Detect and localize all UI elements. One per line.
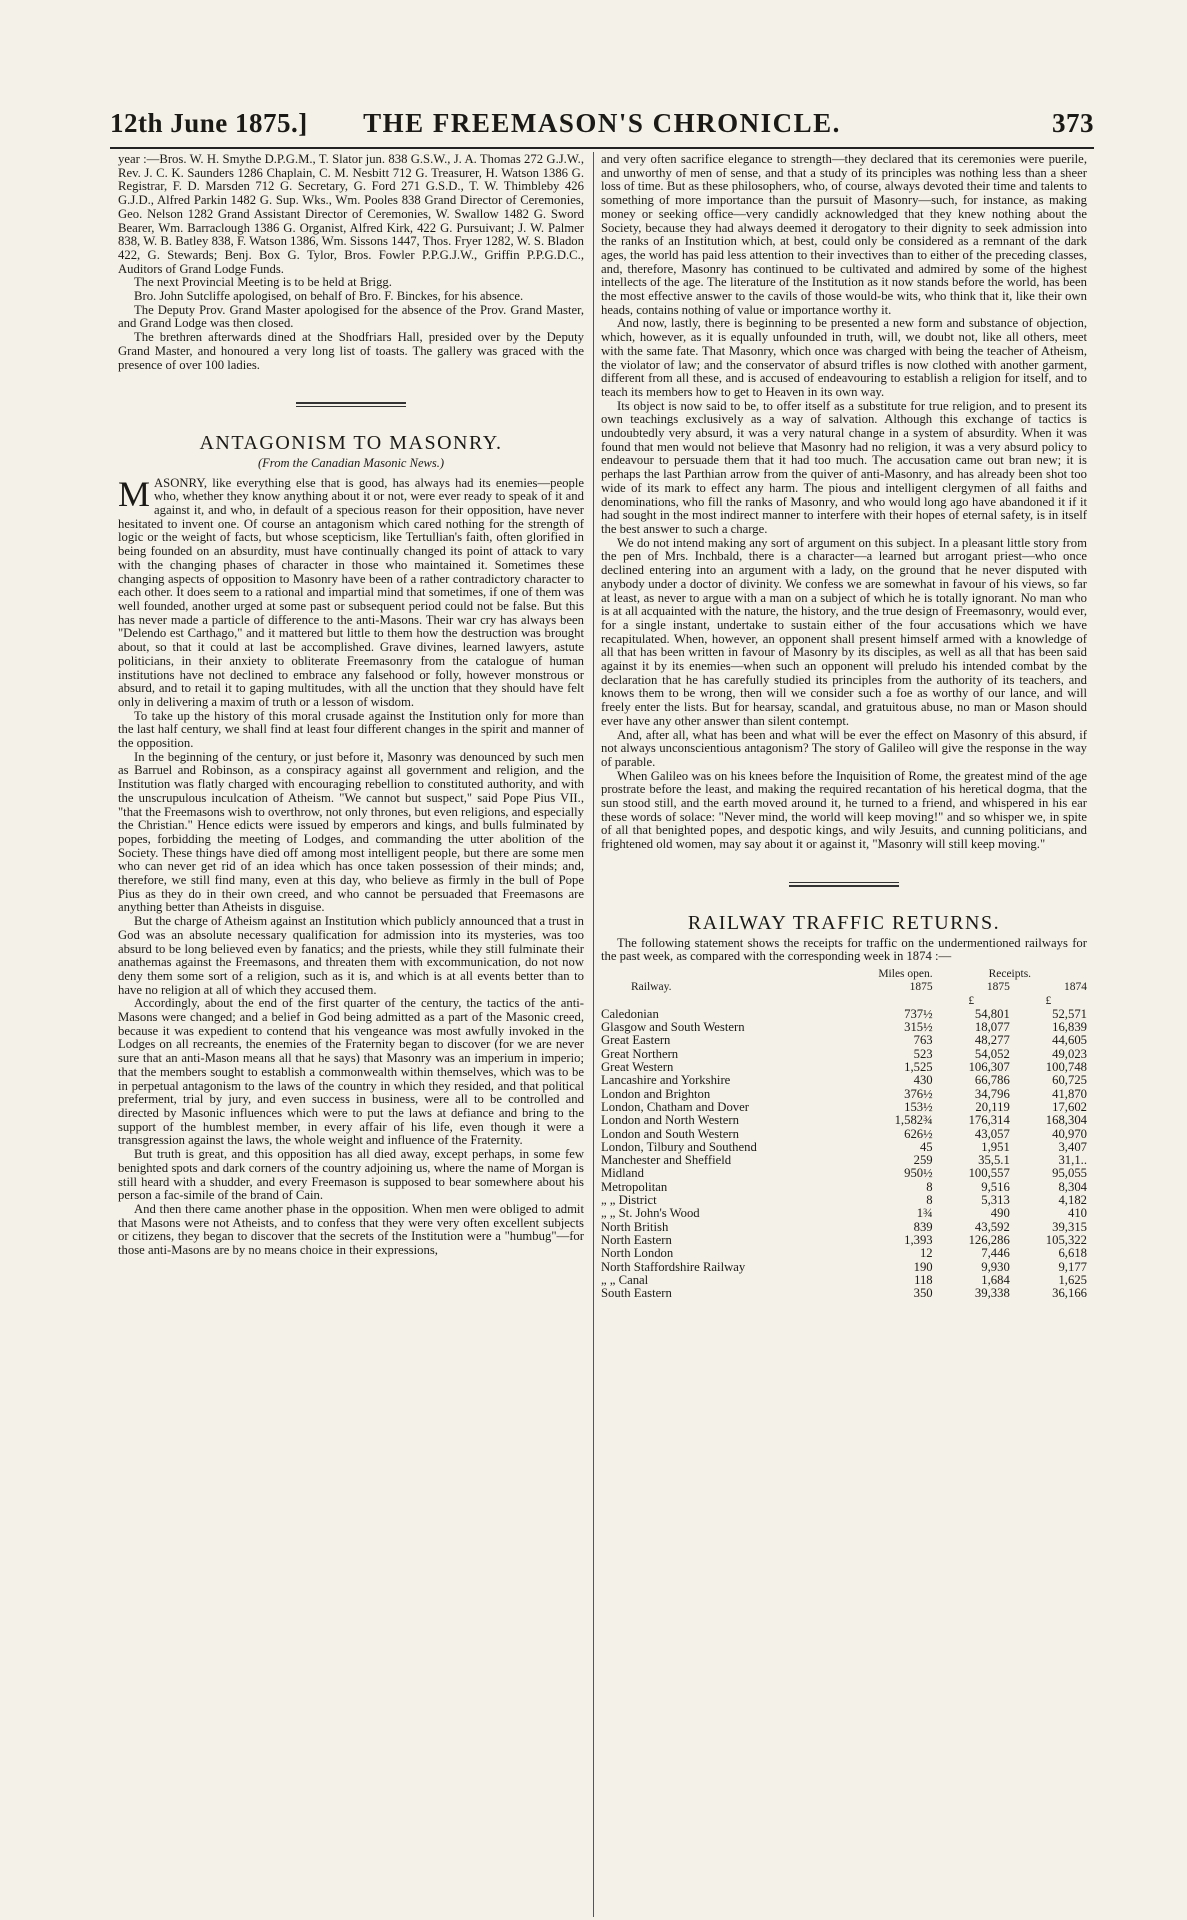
currency-symbol: £ bbox=[1045, 994, 1052, 1007]
receipts-1875: 35,5.1 bbox=[978, 1153, 1010, 1168]
table-row bbox=[601, 1061, 1087, 1074]
receipts-1874: 3,407 bbox=[1058, 1139, 1087, 1154]
header-rule bbox=[110, 147, 1094, 149]
column-divider bbox=[593, 152, 594, 1917]
article-paragraph: and very often sacrifice elegance to strength—they declared that its ceremonies were puerile, and unworthy of men of sense, and that a study of its principles was nothing less than a sheer loss of time. But as these philosophers, who, of course, always devoted their time and talents to something of more importance than the pursuit of Masonry—such, for instance, as making money or seeking office—very candidly acknowledged that they knew nothing about the Society, because they had always deemed it derogatory to their dignity to seek admission into the ranks of an Institution which, at best, could only be considered as a remnant of the dark ages, the world has paid less attention to their invectives than to either of the preceding classes, and, therefore, Masonry has continued to be cultivated and admired by some of the highest intellects of the age. The literature of the Institution as it now stands before the world, has been the most effective answer to the cavils of those would-be wits, who think that it, like their own heads, contains nothing of value or importance worthy it. bbox=[601, 153, 1087, 317]
miles-open: 8 bbox=[926, 1193, 933, 1208]
railway-name: Midland bbox=[601, 1166, 644, 1181]
receipts-1874: 41,870 bbox=[1052, 1086, 1087, 1101]
receipts-1874: 9,177 bbox=[1058, 1259, 1087, 1274]
railway-name: Great Eastern bbox=[601, 1033, 671, 1048]
lodge-report-paragraph: The brethren afterwards dined at the Shodfriars Hall, presided over by the Deputy Grand Master, and honoured a very long list of toasts. The gallery was graced with the presence of over 100 ladies. bbox=[118, 330, 584, 372]
railway-name: London and South Western bbox=[601, 1126, 739, 1141]
table-row bbox=[601, 1247, 1087, 1260]
railway-name: South Eastern bbox=[601, 1286, 672, 1301]
receipts-1875: 1,684 bbox=[981, 1272, 1010, 1287]
receipts-1874: 40,970 bbox=[1052, 1126, 1087, 1141]
railway-name: Metropolitan bbox=[601, 1179, 668, 1194]
table-row bbox=[601, 1074, 1087, 1087]
receipts-1874: 105,322 bbox=[1045, 1232, 1087, 1247]
receipts-1875: 490 bbox=[990, 1206, 1010, 1221]
article-paragraph: And then there came another phase in the opposition. When men were obliged to admit that Masons were not Atheists, and to confess that they were very often excellent subjects or citizens, they began to discover that the secrets of the Institution were a "humbug"—for those anti-Masons are by no means choice in their expressions, bbox=[118, 1201, 584, 1258]
miles-open: 839 bbox=[913, 1219, 933, 1234]
receipts-1875: 5,313 bbox=[981, 1193, 1010, 1208]
miles-open: 190 bbox=[913, 1259, 933, 1274]
year-1874-header: 1874 bbox=[1064, 981, 1087, 994]
railway-name: Caledonian bbox=[601, 1006, 659, 1021]
receipts-1875: 18,077 bbox=[974, 1020, 1010, 1035]
miles-open: 737½ bbox=[904, 1006, 933, 1021]
left-column bbox=[118, 153, 584, 1915]
railway-name: Lancashire and Yorkshire bbox=[601, 1073, 731, 1088]
table-row bbox=[601, 1141, 1087, 1154]
miles-open: 950½ bbox=[904, 1166, 933, 1181]
receipts-1875: 9,516 bbox=[981, 1179, 1010, 1194]
article-paragraph: Accordingly, about the end of the first quarter of the century, the tactics of the anti-Masons were changed; and a belief in God being admitted as a part of the Masonic creed, because it was expedient to contend that his vengeance was most awfully invoked in the Lodges on all recreants, the enemies of the Fraternity began to discover (for we are never sure that an anti-Mason means all that he says) that Masonry was an imperium in imperio; that the members sought to establish a commonwealth within themselves, which was to be in perpetual antagonism to the laws of the country in which they resided, and that political preferment, trial by jury, and even success in business, were all to be controlled and directed by Masonic influences which were to put the laws at defiance and bring to the support of the humblest member, in every affair of his life, even though it were a transgression against the laws, the whole weight and influence of the Fraternity. bbox=[118, 996, 584, 1148]
right-column bbox=[601, 153, 1087, 1915]
table-header-row bbox=[601, 981, 1087, 994]
receipts-1875: 9,930 bbox=[981, 1259, 1010, 1274]
railway-name: Great Western bbox=[601, 1060, 674, 1075]
receipts-1874: 39,315 bbox=[1052, 1219, 1087, 1234]
receipts-1874: 168,304 bbox=[1045, 1113, 1087, 1128]
miles-open: 12 bbox=[919, 1246, 933, 1261]
miles-year-header: 1875 bbox=[909, 981, 933, 994]
currency-symbol: £ bbox=[968, 994, 975, 1007]
receipts-1874: 44,605 bbox=[1052, 1033, 1087, 1048]
railway-name: Glasgow and South Western bbox=[601, 1020, 745, 1035]
receipts-1874: 1,625 bbox=[1058, 1272, 1087, 1287]
receipts-1874: 17,602 bbox=[1052, 1099, 1087, 1114]
page-number: 373 bbox=[1052, 108, 1094, 138]
miles-open: 8 bbox=[926, 1179, 933, 1194]
miles-open: 430 bbox=[913, 1073, 933, 1088]
table-row bbox=[601, 1021, 1087, 1034]
railway-intro: The following statement shows the receipts for traffic on the undermentioned railways for the past week, as compared with the corresponding week in 1874 :— bbox=[601, 935, 1087, 964]
receipts-1874: 410 bbox=[1067, 1206, 1087, 1221]
section-divider bbox=[296, 402, 406, 407]
miles-open: 153½ bbox=[904, 1099, 933, 1114]
article-paragraph: When Galileo was on his knees before the Inquisition of Rome, the greatest mind of the age prostrate before the least, and making the required recantation of his heretical dogma, that the sun stood still, and the earth moved around it, he turned to a friend, and whispered in his ear these words of solace: "Never mind, the world will keep moving!" and so whisper we, in spite of all that benighted popes, and despotic kings, and wily Jesuits, and cunning politicians, and frightened old women, may say about it or against it, "Masonry will still keep moving." bbox=[601, 768, 1087, 852]
year-1875-header: 1875 bbox=[986, 981, 1010, 994]
article-paragraph: To take up the history of this moral crusade against the Institution only for more than the last half century, we shall find at least four different changes in the spirit and manner of the opposition. bbox=[118, 708, 584, 751]
receipts-1874: 95,055 bbox=[1052, 1166, 1087, 1181]
receipts-1874: 52,571 bbox=[1052, 1006, 1087, 1021]
masthead bbox=[110, 100, 1094, 144]
article-paragraph: And, after all, what has been and what will be ever the effect on Masonry of this absurd, if not always unconscientious antagonism? The story of Galileo will give the response in the way of parable. bbox=[601, 727, 1087, 769]
table-row bbox=[601, 1101, 1087, 1114]
receipts-1874: 8,304 bbox=[1058, 1179, 1087, 1194]
receipts-header: Receipts. bbox=[988, 967, 1032, 980]
miles-open: 45 bbox=[919, 1139, 933, 1154]
article-paragraph: In the beginning of the century, or just before it, Masonry was denounced by such men as Barruel and Robinson, as a conspiracy against all government and religion, and the Institution was flatly charged with encouraging rebellion to constituted authority, and with the unscrupulous inculcation of Atheism. "We cannot but suspect," said Pope Pius VII., "that the Freemasons wish to overthrow, not only thrones, but even religions, and especially the Christian." Hence edicts were issued by emperors and kings, and bulls fulminated by popes, forbidding the meeting of Lodges, and commanding the utter abolition of the Society. These things have died off among most intelligent people, but there are some men who can never get rid of an idea which has once taken possession of their minds; and, therefore, we still find many, even at this day, who believe as firmly in the bull of Pope Pius as they do in their own creed, and who cannot be persuaded that Freemasons are anything better than Atheists in disguise. bbox=[118, 749, 584, 915]
table-row bbox=[601, 1221, 1087, 1234]
miles-open: 1,525 bbox=[904, 1060, 933, 1075]
railway-name: London and Brighton bbox=[601, 1086, 711, 1101]
table-row bbox=[601, 1181, 1087, 1194]
first-paragraph-text: ASONRY, like everything else that is good, has always had its enemies—people who, whether they know anything about it or not, were ever ready to speak of it and against it, and who, in default of a specious reason for their opposition, have never hesitated to invent one. Of course an antagonism which cared nothing for the strength of logic or the weight of facts, but whose scepticism, like Tertullian's faith, often glorified in being founded on an absurdity, must have continually changed its point of attack to vary with the changing phases of character in those who maintained it. Sometimes these changing aspects of opposition to Masonry have been of a rather contradictory character to each other. It does seem to a rational and impartial mind that sometimes, if one of them was well founded, another urged at some past or subsequent period could not be false. But this has never made a particle of difference to the anti-Masons. Their war cry has always been "Delendo est Carthago," and it mattered but little to them how the destruction was brought about, so that it could at last be accomplished. Grave divines, learned lawyers, astute politicians, in their anxiety to obliterate Freemasonry from the catalogue of human institutions have not declined to embrace any falsehood or folly, however monstrous or absurd, and to retail it to gaping multitudes, with all the unction that they should have felt only in delivering a maxim of truth or a lesson of wisdom. bbox=[118, 475, 584, 709]
receipts-1874: 36,166 bbox=[1052, 1286, 1087, 1301]
railway-name: North British bbox=[601, 1219, 669, 1234]
railway-name: London, Chatham and Dover bbox=[601, 1099, 749, 1114]
miles-open: 1,582¾ bbox=[894, 1113, 933, 1128]
receipts-1875: 54,801 bbox=[974, 1006, 1010, 1021]
table-row bbox=[601, 1128, 1087, 1141]
drop-cap: M bbox=[118, 473, 151, 514]
article-title: ANTAGONISM TO MASONRY. bbox=[199, 432, 503, 455]
table-row bbox=[601, 1274, 1087, 1287]
miles-open: 523 bbox=[913, 1046, 933, 1061]
receipts-1874: 6,618 bbox=[1058, 1246, 1087, 1261]
issue-date: 12th June 1875.] bbox=[110, 108, 308, 138]
railway-name: North Eastern bbox=[601, 1232, 672, 1247]
receipts-1875: 34,796 bbox=[974, 1086, 1010, 1101]
receipts-1875: 100,557 bbox=[968, 1166, 1010, 1181]
railway-name: „ „ District bbox=[601, 1193, 657, 1208]
receipts-1875: 7,446 bbox=[981, 1246, 1010, 1261]
miles-open: 315½ bbox=[904, 1020, 933, 1035]
section-divider bbox=[789, 882, 899, 887]
article-paragraph: We do not intend making any sort of argument on this subject. In a pleasant little story from the pen of Mrs. Inchbald, there is a character—a learned but arrogant priest—who once declined entering into an argument with a lady, on the ground that he never disputed with anybody under a doctor of divinity. We confess we are somewhat in favour of his views, so far at least, as never to argue with a man on a subject of which he is totally ignorant. No man who is at all acquainted with the nature, the history, and the true design of Freemasonry, would ever, for a single instant, undertake to sustain either of the four accusations which we have recapitulated. When, however, an opponent shall present himself armed with a knowledge of all that has been written in favour of Masonry by its disciples, as well as all that has been said against it by its enemies—when such an opponent will preludo his intended combat by the declaration that he has carefully studied its principles from the authority of its teachers, and knows them to be wrong, then will we consider such a foe as worthy of our lance, and will freely enter the lists. But for hearsay, scandal, and gratuitous abuse, no man or Mason should ever have any other answer than silent contempt. bbox=[601, 535, 1087, 728]
receipts-1875: 66,786 bbox=[974, 1073, 1010, 1088]
article-first-paragraph bbox=[118, 473, 584, 710]
table-row bbox=[601, 1207, 1087, 1220]
receipts-1874: 31,1.. bbox=[1058, 1153, 1087, 1168]
table-row bbox=[601, 1008, 1087, 1021]
receipts-1875: 106,307 bbox=[968, 1060, 1010, 1075]
table-header-row bbox=[601, 995, 1087, 1008]
miles-open: 626½ bbox=[904, 1126, 933, 1141]
miles-open: 1,393 bbox=[904, 1232, 933, 1247]
article-paragraph: Its object is now said to be, to offer itself as a substitute for true religion, and to present its own teachings exclusively as a way of salvation. Although this exchange of tactics is undoubtedly very absurd, it was a very natural change in a system of absurdity. When it was found that men would not believe that Masonry had no religion, it was a very absurd policy to endeavour to persuade them that it had too much. The accusation came out bran new; it is perhaps the last Parthian arrow from the quiver of anti-Masonry, and has already been shot too wide of its mark to effect any harm. The pious and intelligent clergymen of all faiths and denominations, who fill the ranks of Masonry, and who would long ago have abandoned it if it had sought in the most indirect manner to interfere with their hopes of eternal safety, is in itself the best answer to such a charge. bbox=[601, 398, 1087, 536]
receipts-1875: 126,286 bbox=[968, 1232, 1010, 1247]
article-paragraph: But truth is great, and this opposition has all died away, except perhaps, in some few benighted spots and dark corners of the country adjoining us, where the name of Morgan is still heard with a shudder, and every Freemason is supposed to bear somewhere about his person a fac-simile of the brand of Cain. bbox=[118, 1147, 584, 1203]
receipts-1874: 60,725 bbox=[1052, 1073, 1087, 1088]
miles-open: 118 bbox=[914, 1272, 933, 1287]
receipts-1875: 176,314 bbox=[968, 1113, 1010, 1128]
table-row bbox=[601, 1167, 1087, 1180]
receipts-1874: 49,023 bbox=[1052, 1046, 1087, 1061]
lodge-report-paragraph: year :—Bros. W. H. Smythe D.P.G.M., T. Slator jun. 838 G.S.W., J. A. Thomas 272 G.J.W., Rev. J. C. K. Saunders 1286 Chaplain, C. M. Nesbitt 712 G. Treasurer, H. Watson 1386 G. Registrar, F. D. Marsden 712 G. Secretary, G. Ford 271 G.S.D., T. W. Thimbleby 426 G.J.D., Alfred Parkin 1482 G. Sup. Wks., Wm. Pooles 838 Grand Director of Ceremonies, Geo. Nelson 1282 Grand Assistant Director of Ceremonies, W. Swallow 1482 G. Sword Bearer, Wm. Barraclough 1386 G. Organist, Alfred Kirk, 422 G. Pursuivant; J. W. Palmer 838, W. B. Batley 838, F. Watson 1386, Wm. Sissons 1447, Thos. Fryer 1282, W. S. Bladon 422, G. Stewards; Benj. Box G. Tylor, Bros. Fowler P.P.G.J.W., Griffin P.P.G.D.C., Auditors of Grand Lodge Funds. bbox=[118, 153, 584, 276]
table-row bbox=[601, 1114, 1087, 1127]
table-row bbox=[601, 1048, 1087, 1061]
article-source: (From the Canadian Masonic News.) bbox=[258, 455, 444, 470]
railway-name: North London bbox=[601, 1246, 674, 1261]
receipts-1875: 43,592 bbox=[974, 1219, 1010, 1234]
receipts-1875: 39,338 bbox=[974, 1286, 1010, 1301]
railway-name: London and North Western bbox=[601, 1113, 739, 1128]
article-paragraph: But the charge of Atheism against an Institution which publicly announced that a trust in God was an absolute necessary qualification for admission into its mysteries, was too absurd to be long believed even by fanatics; and the priests, while they still fulminate their anathemas against the Freemasons, and threaten them with excommunication, do not now deny them some sort of a religion, such as it is, and which is at all events better than to have no religion at all of which they accused them. bbox=[118, 914, 584, 997]
lodge-report-paragraph: The Deputy Prov. Grand Master apologised for the absence of the Prov. Grand Master, and Grand Lodge was then closed. bbox=[118, 302, 584, 331]
receipts-1875: 48,277 bbox=[974, 1033, 1010, 1048]
article-paragraph: And now, lastly, there is beginning to be presented a new form and substance of objection, which, however, as it is equally unfounded in truth, will, we doubt not, like all others, meet with the same fate. That Masonry, which once was charged with being the teacher of Atheism, the violator of law; and the conservator of absurd trifles is now clothed with another garment, different from all these, and is accused of endeavouring to establish a religion for itself, and to teach its members how to get to Heaven in its own way. bbox=[601, 316, 1087, 399]
railway-header: Railway. bbox=[631, 981, 672, 994]
miles-open: 1¾ bbox=[916, 1206, 933, 1221]
railway-name: London, Tilbury and Southend bbox=[601, 1139, 757, 1154]
receipts-1874: 100,748 bbox=[1045, 1060, 1087, 1075]
table-header-row bbox=[601, 968, 1087, 981]
miles-open: 763 bbox=[913, 1033, 933, 1048]
receipts-1874: 4,182 bbox=[1058, 1193, 1087, 1208]
table-row bbox=[601, 1154, 1087, 1167]
table-row bbox=[601, 1034, 1087, 1047]
table-row bbox=[601, 1194, 1087, 1207]
receipts-1875: 1,951 bbox=[981, 1139, 1010, 1154]
railway-table-body bbox=[601, 1008, 1087, 1301]
table-row bbox=[601, 1234, 1087, 1247]
table-row bbox=[601, 1261, 1087, 1274]
railway-name: „ „ Canal bbox=[601, 1272, 649, 1287]
miles-open-header: Miles open. bbox=[878, 967, 933, 980]
miles-open: 376½ bbox=[904, 1086, 933, 1101]
lodge-report-paragraph: The next Provincial Meeting is to be held at Brigg. bbox=[134, 275, 392, 290]
railway-section-title: RAILWAY TRAFFIC RETURNS. bbox=[687, 911, 1001, 934]
receipts-1875: 43,057 bbox=[974, 1126, 1010, 1141]
miles-open: 259 bbox=[913, 1153, 933, 1168]
table-row bbox=[601, 1088, 1087, 1101]
lodge-report-paragraph: Bro. John Sutcliffe apologised, on behalf of Bro. F. Binckes, for his absence. bbox=[134, 289, 524, 304]
railway-name: North Staffordshire Railway bbox=[601, 1259, 746, 1274]
miles-open: 350 bbox=[913, 1286, 933, 1301]
receipts-1875: 54,052 bbox=[974, 1046, 1010, 1061]
railway-traffic-table bbox=[601, 968, 1087, 1300]
railway-name: „ „ St. John's Wood bbox=[601, 1206, 700, 1221]
railway-name: Manchester and Sheffield bbox=[601, 1153, 732, 1168]
table-row bbox=[601, 1287, 1087, 1300]
publication-title: THE FREEMASON'S CHRONICLE. bbox=[363, 108, 841, 138]
receipts-1874: 16,839 bbox=[1052, 1020, 1087, 1035]
railway-name: Great Northern bbox=[601, 1046, 679, 1061]
receipts-1875: 20,119 bbox=[975, 1099, 1010, 1114]
